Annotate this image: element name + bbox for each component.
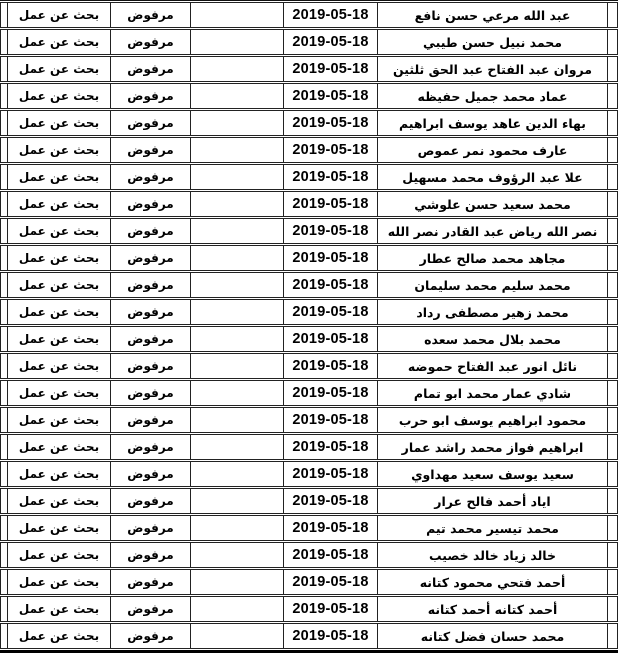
status-cell: بحث عن عمل <box>7 515 111 541</box>
table-row <box>0 461 618 487</box>
decision-cell: مرفوض <box>110 407 191 433</box>
empty-cell <box>190 569 284 595</box>
edge-cell-right <box>607 515 618 541</box>
status-cell: بحث عن عمل <box>7 191 111 217</box>
date-cell: 2019-05-18 <box>283 434 378 460</box>
empty-cell <box>190 272 284 298</box>
date-cell: 2019-05-18 <box>283 29 378 55</box>
applicant-name-cell: محمود ابراهيم يوسف ابو حرب <box>377 407 608 433</box>
edge-cell-right <box>607 542 618 568</box>
edge-cell-right <box>607 29 618 55</box>
status-cell: بحث عن عمل <box>7 218 111 244</box>
applicant-name-cell: عبد الله مرعي حسن نافع <box>377 2 608 28</box>
applicant-name-cell: عارف محمود نمر عموص <box>377 137 608 163</box>
status-cell: بحث عن عمل <box>7 380 111 406</box>
applicant-name-cell: محمد تيسير محمد تيم <box>377 515 608 541</box>
decision-cell: مرفوض <box>110 56 191 82</box>
status-cell: بحث عن عمل <box>7 83 111 109</box>
edge-cell-right <box>607 110 618 136</box>
decision-cell: مرفوض <box>110 380 191 406</box>
empty-cell <box>190 353 284 379</box>
decision-cell: مرفوض <box>110 434 191 460</box>
table-row <box>0 488 618 514</box>
status-cell: بحث عن عمل <box>7 326 111 352</box>
table-row <box>0 407 618 433</box>
status-cell: بحث عن عمل <box>7 56 111 82</box>
date-cell: 2019-05-18 <box>283 299 378 325</box>
edge-cell-right <box>607 623 618 649</box>
date-cell: 2019-05-18 <box>283 245 378 271</box>
table-row <box>0 515 618 541</box>
date-cell: 2019-05-18 <box>283 515 378 541</box>
table-row <box>0 110 618 136</box>
edge-cell-right <box>607 83 618 109</box>
status-cell: بحث عن عمل <box>7 2 111 28</box>
applicant-name-cell: سعيد يوسف سعيد مهداوي <box>377 461 608 487</box>
decision-cell: مرفوض <box>110 488 191 514</box>
edge-cell-right <box>607 218 618 244</box>
date-cell: 2019-05-18 <box>283 326 378 352</box>
applicant-name-cell: اياد أحمد فالح عرار <box>377 488 608 514</box>
decision-cell: مرفوض <box>110 515 191 541</box>
date-cell: 2019-05-18 <box>283 569 378 595</box>
date-cell: 2019-05-18 <box>283 542 378 568</box>
table-row <box>0 137 618 163</box>
date-cell: 2019-05-18 <box>283 218 378 244</box>
table-row <box>0 623 618 649</box>
date-cell: 2019-05-18 <box>283 56 378 82</box>
empty-cell <box>190 245 284 271</box>
status-cell: بحث عن عمل <box>7 407 111 433</box>
table-row <box>0 245 618 271</box>
status-cell: بحث عن عمل <box>7 353 111 379</box>
edge-cell-right <box>607 596 618 622</box>
applicant-name-cell: نائل انور عبد الفتاح حموضه <box>377 353 608 379</box>
edge-cell-right <box>607 488 618 514</box>
table-row <box>0 299 618 325</box>
edge-cell-right <box>607 326 618 352</box>
applicant-name-cell: عماد محمد جميل حفيظه <box>377 83 608 109</box>
table-row <box>0 380 618 406</box>
empty-cell <box>190 380 284 406</box>
empty-cell <box>190 164 284 190</box>
empty-cell <box>190 56 284 82</box>
table-row <box>0 569 618 595</box>
date-cell: 2019-05-18 <box>283 407 378 433</box>
decision-cell: مرفوض <box>110 272 191 298</box>
status-cell: بحث عن عمل <box>7 272 111 298</box>
date-cell: 2019-05-18 <box>283 191 378 217</box>
applicant-name-cell: نصر الله رياض عبد القادر نصر الله <box>377 218 608 244</box>
edge-cell-right <box>607 461 618 487</box>
date-cell: 2019-05-18 <box>283 83 378 109</box>
applicant-name-cell: مروان عبد الفتاح عبد الحق ثلثين <box>377 56 608 82</box>
empty-cell <box>190 2 284 28</box>
applicant-name-cell: محمد بلال محمد سعده <box>377 326 608 352</box>
applicant-name-cell: أحمد فتحي محمود كتانه <box>377 569 608 595</box>
applicant-name-cell: محمد نبيل حسن طيبي <box>377 29 608 55</box>
status-cell: بحث عن عمل <box>7 299 111 325</box>
edge-cell-right <box>607 137 618 163</box>
table-row <box>0 218 618 244</box>
applicant-name-cell: أحمد كتانه أحمد كتانه <box>377 596 608 622</box>
table-row <box>0 434 618 460</box>
empty-cell <box>190 596 284 622</box>
edge-cell-right <box>607 407 618 433</box>
decision-cell: مرفوض <box>110 596 191 622</box>
decision-cell: مرفوض <box>110 245 191 271</box>
date-cell: 2019-05-18 <box>283 380 378 406</box>
table-row <box>0 272 618 298</box>
decision-cell: مرفوض <box>110 137 191 163</box>
empty-cell <box>190 407 284 433</box>
status-cell: بحث عن عمل <box>7 164 111 190</box>
table-row <box>0 56 618 82</box>
status-cell: بحث عن عمل <box>7 29 111 55</box>
date-cell: 2019-05-18 <box>283 488 378 514</box>
status-cell: بحث عن عمل <box>7 461 111 487</box>
empty-cell <box>190 326 284 352</box>
decision-cell: مرفوض <box>110 542 191 568</box>
date-cell: 2019-05-18 <box>283 353 378 379</box>
edge-cell-right <box>607 2 618 28</box>
edge-cell-right <box>607 569 618 595</box>
edge-cell-right <box>607 380 618 406</box>
empty-cell <box>190 542 284 568</box>
status-cell: بحث عن عمل <box>7 488 111 514</box>
decision-cell: مرفوض <box>110 83 191 109</box>
applicant-name-cell: شادي عمار محمد ابو تمام <box>377 380 608 406</box>
edge-cell-right <box>607 191 618 217</box>
decision-cell: مرفوض <box>110 191 191 217</box>
edge-cell-right <box>607 299 618 325</box>
empty-cell <box>190 461 284 487</box>
decision-cell: مرفوض <box>110 218 191 244</box>
edge-cell-right <box>607 56 618 82</box>
applicant-name-cell: محمد سليم محمد سليمان <box>377 272 608 298</box>
empty-cell <box>190 623 284 649</box>
decision-cell: مرفوض <box>110 110 191 136</box>
decision-cell: مرفوض <box>110 29 191 55</box>
table-row <box>0 2 618 28</box>
applicant-name-cell: علا عبد الرؤوف محمد مسهيل <box>377 164 608 190</box>
decision-cell: مرفوض <box>110 569 191 595</box>
empty-cell <box>190 299 284 325</box>
applicant-name-cell: محمد زهير مصطفى رداد <box>377 299 608 325</box>
status-cell: بحث عن عمل <box>7 596 111 622</box>
applicant-name-cell: ابراهيم فواز محمد راشد عمار <box>377 434 608 460</box>
status-cell: بحث عن عمل <box>7 434 111 460</box>
empty-cell <box>190 515 284 541</box>
empty-cell <box>190 110 284 136</box>
edge-cell-right <box>607 164 618 190</box>
empty-cell <box>190 191 284 217</box>
date-cell: 2019-05-18 <box>283 623 378 649</box>
date-cell: 2019-05-18 <box>283 596 378 622</box>
table-row <box>0 596 618 622</box>
table-row <box>0 191 618 217</box>
status-cell: بحث عن عمل <box>7 245 111 271</box>
date-cell: 2019-05-18 <box>283 461 378 487</box>
decision-cell: مرفوض <box>110 299 191 325</box>
table-row <box>0 326 618 352</box>
edge-cell-right <box>607 434 618 460</box>
date-cell: 2019-05-18 <box>283 2 378 28</box>
status-cell: بحث عن عمل <box>7 623 111 649</box>
decision-cell: مرفوض <box>110 353 191 379</box>
table-row <box>0 83 618 109</box>
empty-cell <box>190 488 284 514</box>
decision-cell: مرفوض <box>110 2 191 28</box>
date-cell: 2019-05-18 <box>283 137 378 163</box>
edge-cell-right <box>607 353 618 379</box>
applicant-name-cell: بهاء الدين عاهد يوسف ابراهيم <box>377 110 608 136</box>
decision-cell: مرفوض <box>110 623 191 649</box>
edge-cell-right <box>607 245 618 271</box>
edge-cell-right <box>607 272 618 298</box>
table-row <box>0 542 618 568</box>
empty-cell <box>190 137 284 163</box>
date-cell: 2019-05-18 <box>283 110 378 136</box>
applicant-name-cell: خالد زياد خالد خصيب <box>377 542 608 568</box>
status-cell: بحث عن عمل <box>7 110 111 136</box>
status-cell: بحث عن عمل <box>7 542 111 568</box>
decision-cell: مرفوض <box>110 326 191 352</box>
table-row <box>0 353 618 379</box>
applicant-name-cell: مجاهد محمد صالح عطار <box>377 245 608 271</box>
empty-cell <box>190 83 284 109</box>
date-cell: 2019-05-18 <box>283 164 378 190</box>
status-cell: بحث عن عمل <box>7 569 111 595</box>
table-row <box>0 164 618 190</box>
date-cell: 2019-05-18 <box>283 272 378 298</box>
applicant-name-cell: محمد سعيد حسن علوشي <box>377 191 608 217</box>
applicant-name-cell: محمد حسان فضل كتانه <box>377 623 608 649</box>
empty-cell <box>190 29 284 55</box>
decision-cell: مرفوض <box>110 461 191 487</box>
empty-cell <box>190 434 284 460</box>
table-row <box>0 29 618 55</box>
status-cell: بحث عن عمل <box>7 137 111 163</box>
empty-cell <box>190 218 284 244</box>
decision-cell: مرفوض <box>110 164 191 190</box>
